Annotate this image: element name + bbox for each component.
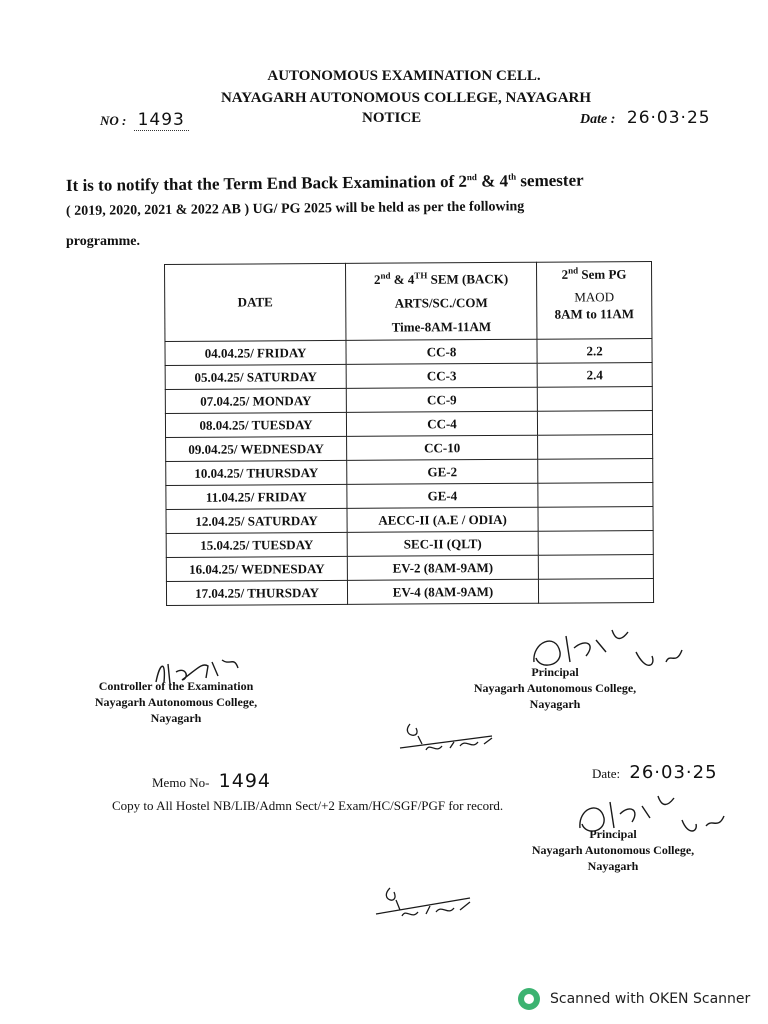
cell-ug-paper: AECC-II (A.E / ODIA) — [347, 508, 538, 533]
cell-ug-paper: GE-2 — [347, 460, 538, 485]
cell-pg-paper: 2.2 — [537, 339, 652, 364]
intro-text-b: & 4 — [476, 171, 509, 191]
notice-date-row — [580, 108, 711, 128]
cell-ug-paper: EV-2 (8AM-9AM) — [347, 556, 538, 581]
table-row — [166, 459, 653, 486]
memo-date-row — [592, 762, 718, 783]
cell-pg-paper — [538, 579, 653, 604]
col2-line-2: ARTS/SC./COM — [394, 295, 488, 311]
memo-date-label: Date: — [592, 766, 621, 781]
table-row — [166, 579, 653, 606]
cell-pg-paper: 2.4 — [537, 363, 652, 388]
table-row — [165, 387, 652, 414]
cell-ug-paper: SEC-II (QLT) — [347, 532, 538, 557]
cell-pg-paper — [538, 531, 653, 556]
cell-pg-paper — [537, 387, 652, 412]
principal-college: Nayagarh Autonomous College, — [473, 681, 637, 695]
memo-label: Memo No- — [152, 775, 210, 790]
col2-sup-2: TH — [414, 270, 428, 281]
table-row — [166, 483, 653, 510]
cell-date: 17.04.25/ THURSDAY — [166, 581, 347, 606]
col2-part-c: SEM (BACK) — [427, 271, 509, 287]
cell-ug-paper: CC-10 — [347, 436, 538, 461]
principal-title: Principal — [531, 665, 579, 679]
cell-ug-paper: CC-4 — [346, 412, 537, 437]
notice-heading: NOTICE — [362, 110, 422, 126]
principal-block — [450, 664, 660, 712]
cell-pg-paper — [537, 411, 652, 436]
copy-to-text: Copy to All Hostel NB/LIB/Admn Sect/+2 Exam/HC/SGF/PGF for record. — [112, 798, 504, 813]
controller-title: Controller of the Examination — [98, 679, 254, 693]
cell-date: 10.04.25/ THURSDAY — [166, 461, 347, 486]
col3-line-3: 8AM to 11AM — [554, 306, 635, 322]
college-name: NAYAGARH AUTONOMOUS COLLEGE, NAYAGARH — [220, 90, 592, 106]
intro-sup-nd: nd — [466, 172, 477, 183]
table-row — [166, 555, 653, 582]
cell-date: 12.04.25/ SATURDAY — [166, 509, 347, 534]
notice-date-label: Date : — [580, 112, 616, 127]
exam-schedule-table — [164, 261, 654, 606]
cell-date: 07.04.25/ MONDAY — [165, 389, 346, 414]
cell-pg-paper — [538, 555, 653, 580]
table-row — [165, 411, 652, 438]
col3-part-b: Sem PG — [578, 266, 627, 282]
intro-text-a: It is to notify that the Term End Back Examination of 2 — [65, 171, 468, 195]
notice-number-value: 1493 — [134, 110, 189, 131]
memo-date-value: 26·03·25 — [629, 762, 718, 783]
cell-date: 05.04.25/ SATURDAY — [165, 365, 346, 390]
table-header-row — [165, 262, 652, 342]
controller-place: Nayagarh — [150, 711, 202, 725]
table-row — [166, 531, 653, 558]
notice-number-row — [100, 110, 189, 131]
table-row — [166, 507, 653, 534]
col3-sup: nd — [568, 265, 579, 276]
col2-part-a: 2 — [373, 272, 381, 288]
cell-date: 08.04.25/ TUESDAY — [165, 413, 346, 438]
principal-second-title: Principal — [589, 827, 637, 841]
col-header-pg — [536, 262, 651, 340]
cell-ug-paper: GE-4 — [347, 484, 538, 509]
memo-number: 1494 — [218, 770, 272, 792]
col-header-date: DATE — [165, 263, 346, 341]
controller-block — [76, 678, 276, 726]
scanner-watermark — [518, 988, 750, 1010]
col2-sup-1: nd — [380, 270, 391, 281]
intro-line-3: programme. — [66, 234, 140, 249]
intro-text-c: semester — [516, 170, 584, 191]
scanner-label: Scanned with OKEN Scanner — [550, 991, 751, 1007]
principal-place: Nayagarh — [529, 697, 581, 711]
cell-ug-paper: EV-4 (8AM-9AM) — [347, 580, 538, 605]
cell-pg-paper — [538, 483, 653, 508]
notice-date-value: 26·03·25 — [626, 108, 711, 128]
intro-line-1 — [66, 169, 716, 196]
principal-second-place: Nayagarh — [587, 859, 639, 873]
cell-ug-paper: CC-3 — [346, 364, 537, 389]
cell-date: 16.04.25/ WEDNESDAY — [166, 557, 347, 582]
table-row — [165, 339, 652, 366]
oken-logo-icon — [518, 988, 540, 1010]
header-title: AUTONOMOUS EXAMINATION CELL. — [267, 68, 541, 84]
cell-ug-paper: CC-8 — [346, 340, 537, 365]
notice-number-label: NO : — [100, 113, 127, 128]
table-row — [165, 363, 652, 390]
cell-date: 09.04.25/ WEDNESDAY — [166, 437, 347, 462]
initials-second-signature-icon — [370, 880, 480, 924]
cell-pg-paper — [538, 435, 653, 460]
col-header-ug — [345, 262, 536, 340]
cell-date: 15.04.25/ TUESDAY — [166, 533, 347, 558]
intro-line-2: ( 2019, 2020, 2021 & 2022 AB ) UG/ PG 2025 will be held as per the following — [65, 199, 525, 219]
controller-college: Nayagarh Autonomous College, — [94, 695, 258, 709]
cell-pg-paper — [538, 507, 653, 532]
col2-line-3: Time-8AM-11AM — [391, 319, 492, 335]
cell-date: 11.04.25/ FRIDAY — [166, 485, 347, 510]
intro-sup-th: th — [508, 171, 517, 182]
cell-ug-paper: CC-9 — [346, 388, 537, 413]
cell-pg-paper — [538, 459, 653, 484]
initials-signature-icon — [396, 716, 506, 756]
principal-second-block — [508, 826, 718, 874]
col3-line-2: MAOD — [574, 289, 615, 305]
memo-row — [152, 770, 271, 792]
principal-second-college: Nayagarh Autonomous College, — [531, 843, 695, 857]
table-row — [166, 435, 653, 462]
cell-date: 04.04.25/ FRIDAY — [165, 341, 346, 366]
col2-part-b: & 4 — [390, 271, 415, 287]
col3-part-a: 2 — [561, 266, 569, 282]
